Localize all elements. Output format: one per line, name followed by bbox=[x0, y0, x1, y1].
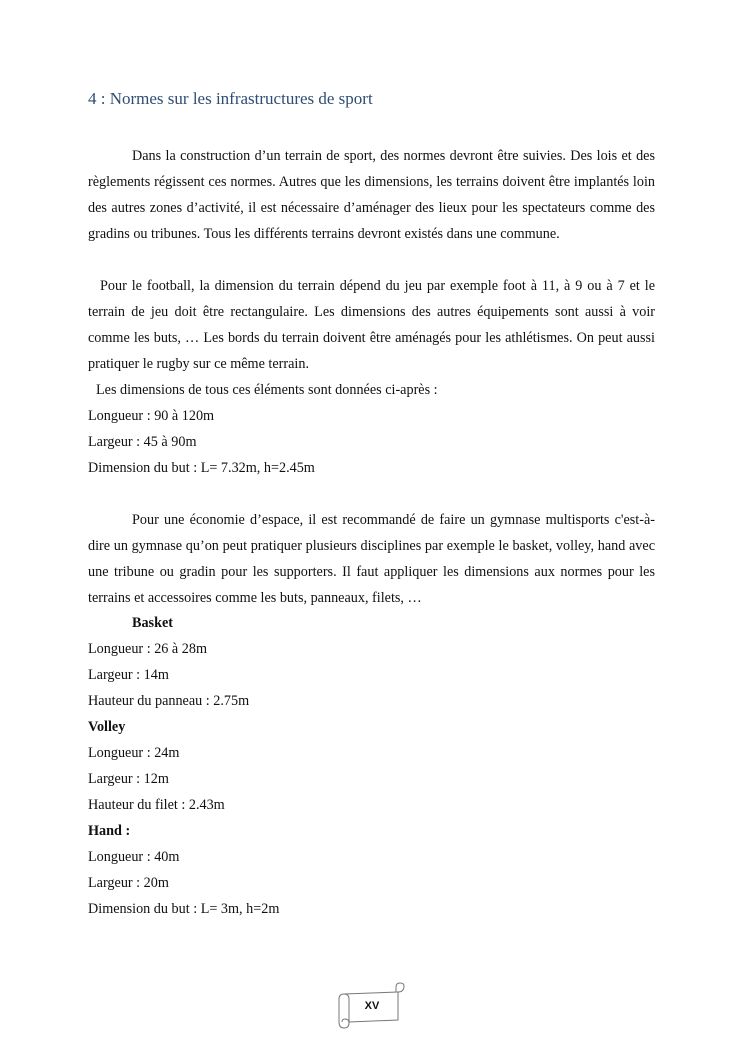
hand-longueur: Longueur : 40m bbox=[88, 849, 180, 865]
football-largeur: Largeur : 45 à 90m bbox=[88, 434, 197, 450]
basket-panneau: Hauteur du panneau : 2.75m bbox=[88, 693, 250, 709]
paragraph-dimensions-intro: Les dimensions de tous ces éléments sont données ci-après : bbox=[96, 382, 438, 398]
basket-title: Basket bbox=[132, 615, 173, 631]
football-longueur: Longueur : 90 à 120m bbox=[88, 408, 215, 424]
volley-longueur: Longueur : 24m bbox=[88, 745, 180, 761]
paragraph-gymnase: Pour une économie d’espace, il est recommandé de faire un gymnase multisports c'est-à-dire un gymnase qu’on peut pratiquer plusieurs disciplines par exemple le basket, volley, hand avec une tribune ou gradin pour les supporters. Il faut appliquer les dimensions aux normes pour les terrains et accessoires comme les buts, panneaux, filets, … bbox=[88, 512, 655, 606]
basket-largeur: Largeur : 14m bbox=[88, 667, 169, 683]
section-heading: 4 : Normes sur les infrastructures de sport bbox=[88, 89, 373, 108]
basket-longueur: Longueur : 26 à 28m bbox=[88, 641, 207, 657]
hand-largeur: Largeur : 20m bbox=[88, 875, 169, 891]
volley-filet: Hauteur du filet : 2.43m bbox=[88, 797, 225, 813]
hand-but: Dimension du but : L= 3m, h=2m bbox=[88, 901, 280, 917]
volley-title: Volley bbox=[88, 719, 126, 735]
page-number: XV bbox=[364, 1000, 380, 1012]
volley-largeur: Largeur : 12m bbox=[88, 771, 169, 787]
hand-title: Hand : bbox=[88, 823, 131, 839]
football-but: Dimension du but : L= 7.32m, h=2.45m bbox=[88, 460, 315, 476]
paragraph-intro: Dans la construction d’un terrain de sport, des normes devront être suivies. Des lois et des règlements régissent ces normes. Autres que les dimensions, les terrains doivent être implantés loin des autres zones d’activité, il est nécessaire d’aménager des lieux pour les spectateurs comme des gradins ou tribunes. Tous les différents terrains devront existés dans une commune. bbox=[88, 148, 655, 242]
paragraph-football: Pour le football, la dimension du terrain dépend du jeu par exemple foot à 11, à 9 ou à 7 et le terrain de jeu doit être rectangulaire. Les dimensions des autres équipements sont aussi à voir comme les buts, … Les bords du terrain doivent être aménagés pour les athlétismes. On peut aussi pratiquer le rugby sur ce même terrain. bbox=[88, 278, 655, 372]
